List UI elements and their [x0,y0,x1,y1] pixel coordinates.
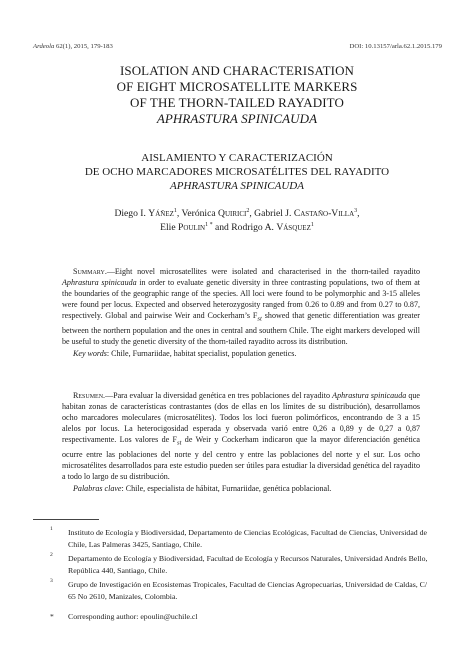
footnote-number: 2 [50,552,53,558]
affiliation-marker: 1 [173,208,177,214]
affiliation-marker: 3 [354,208,358,214]
journal-issue: 62(1), 2015, 179-183 [54,43,113,50]
footnote-star: * [50,612,54,621]
affiliation-marker: 1 [310,222,314,228]
footnote-text: Instituto de Ecología y Biodiversidad, Departamento de Ciencias Ecológicas, Facultad de Ciencias, Universidad de Chile, Las Palmeras 3425, Santiago, Chile. [68,528,427,549]
footnotes [36,527,436,626]
spanish-title-line: AISLAMIENTO Y CARACTERIZACIÓN [141,152,333,164]
english-title-line: OF EIGHT MICROSATELLITE MARKERS [116,79,358,94]
author-list [0,207,474,235]
palabras-clave [62,483,420,494]
resumen-label: Resumen. [73,391,106,400]
palabras-clave-label: Palabras clave [73,483,122,493]
english-title-line: ISOLATION AND CHARACTERISATION [119,63,355,78]
author-given-name: Rodrigo A. [231,222,277,233]
author-given-name: Diego I. [114,208,149,219]
resumen-paragraph [62,390,420,482]
author-family-name: Yáñez [148,208,174,219]
author-joiner: and [215,222,229,233]
resumen-text: Para evaluar la diversidad genética en tres poblaciones del rayadito [113,391,333,400]
spanish-title [0,151,474,193]
summary-text: showed that genetic differentiation was greater between the northern population and the ones in central and southern Chile. The eight markers developed will be useful to study the genetic diversity of the thorn-tailed rayadito across its distribution. [62,311,420,346]
fst-subscript: st [257,315,262,323]
footnote [36,527,436,550]
affiliation-marker: 2 [246,208,250,214]
footnote-divider [33,519,99,520]
summary-text: Eight novel microsatellites were isolated and characterised in the thorn-tailed rayadito [114,267,420,276]
footnote-number: 3 [50,578,53,584]
spanish-abstract [62,390,420,494]
author-family-name: Quirici [218,208,247,219]
summary-label: Summary. [73,267,107,276]
author-family-name: Vásquez [276,222,311,233]
resumen-text: de Weir y Cockerham indicaron que la mayor diferenciación genética ocurre entre las poblaciones del norte y del centro y entre las poblaciones del norte y el sur. Los ocho microsatélites desarrollados para este estudio pueden ser útiles para estudiar la diversidad genética del rayadito a todo lo largo de su distribución. [62,435,420,481]
footnote-text: Grupo de Investigación en Ecosistemas Tropicales, Facultad de Ciencias Agropecuarias, Universidad de Caldas, C/ 65 No 2610, Manizales, Colombia. [68,580,428,601]
footnote-text: Departamento de Ecología y Biodiversidad, Facultad de Ecología y Recursos Naturales, Universidad Andrés Bello, República 440, Santiago, Chile. [68,554,428,575]
journal-name: Ardeola [33,43,55,50]
spanish-title-line: DE OCHO MARCADORES MICROSATÉLITES DEL RAYADITO [84,166,390,178]
english-abstract [62,266,420,359]
keywords-text: : Chile, Furnariidae, habitat specialist, population genetics. [106,348,297,358]
corresponding-author-note [36,611,436,623]
fst-subscript: st [177,439,182,447]
spanish-title-species: APHRASTURA SPINICAUDA [170,180,304,192]
author-given-name: Verónica [181,208,219,219]
author-family-name: Poulin [177,222,206,233]
footnote [36,553,436,576]
resumen-text: que habitan zonas de características contrastantes (dos de ellas en los límites de su distribución), desarrollamos ocho marcadores moleculares (microsatélites). Todos los loci fueron polimórficos, encontrando de 3 a 15 alelos por locus. La heterocigosidad esperada y observada varió entre 0,26 a 0,89 y de 0,27 a 0,87 respectivamente. Los valores de F [62,391,420,444]
keywords-label: Key words [73,348,107,358]
english-title-species: APHRASTURA SPINICAUDA [156,111,318,126]
journal-citation [33,43,113,50]
author-given-name: Elie [160,222,178,233]
author-family-name: Castaño-Villa [293,208,355,219]
footnote-number: 1 [50,526,53,532]
summary-text: in order to evaluate genetic diversity in three contrasting populations, two of them at the boundaries of the geographic range of the species. All loci were found to be polymorphic and 3-15 alleles were found per locus. Expected and observed heterozygosity ranged from 0.26 to 0.89 and from 0.27 to 0.87, respectively. Global and pairwise Weir and Cockerham’s F [62,278,421,320]
species-name: Aphrastura spinicauda [62,278,137,287]
summary-paragraph [62,266,420,347]
author-line-2 [0,221,474,235]
author-line-1: Diego I. Yáñez$^1$, Verónica Quirici$^2$, Gabriel J. Castaño-Villa$^3$, [114,208,360,219]
english-title [0,63,474,127]
english-title-line: OF THE THORN-TAILED RAYADITO [130,95,344,110]
doi: DOI: 10.13157/arla.62.1.2015.179 [349,43,442,50]
affiliation-marker: 1 * [205,222,213,228]
palabras-clave-text: : Chile, especialista de hábitat, Furnariidae, genética poblacional. [121,483,332,493]
author-given-name: Gabriel J. [254,208,294,219]
footnote [36,579,436,602]
summary-dash: — [106,267,115,276]
footnote-text: Corresponding author: epoulin@uchile.cl [68,612,198,621]
species-name: Aphrastura spinicauda [332,391,407,400]
resumen-dash: — [105,391,114,400]
keywords [62,348,420,359]
